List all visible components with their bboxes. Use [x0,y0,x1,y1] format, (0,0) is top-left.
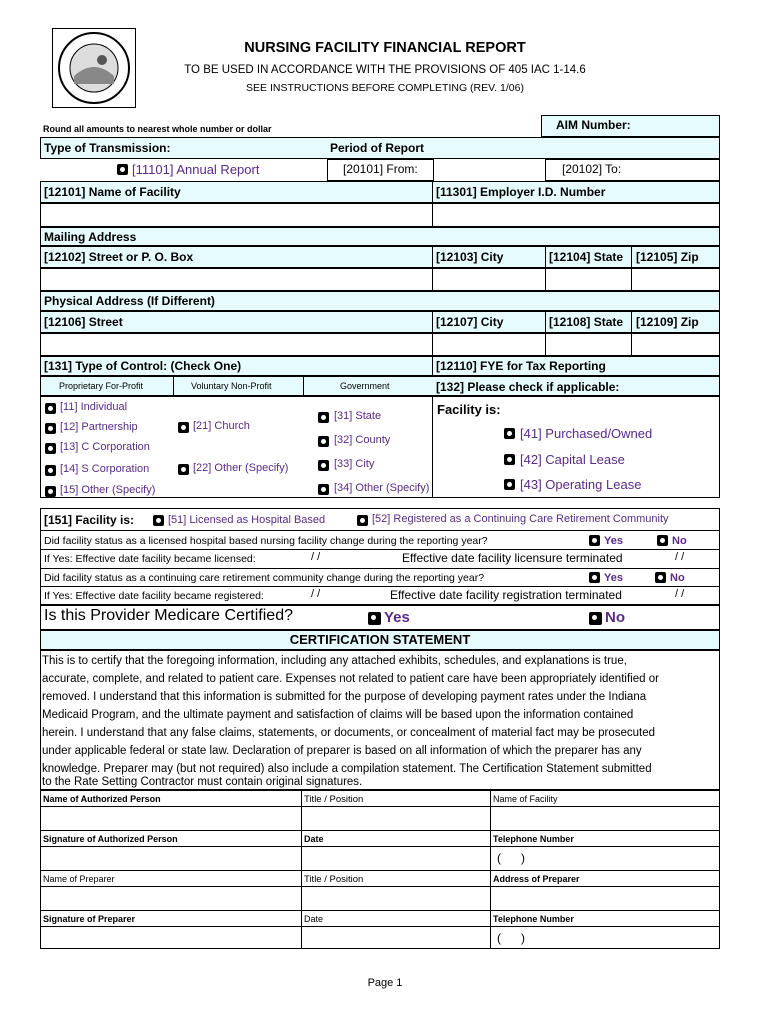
street-input[interactable] [40,268,433,291]
q1-term-date[interactable]: / / [675,551,685,563]
opt14-label: [14] S Corporation [60,463,150,475]
fye-label: [12110] FYE for Tax Reporting [436,359,606,373]
opt51-radio[interactable] [153,515,164,526]
state-label: [12104] State [549,250,624,264]
opt52-label: [52] Registered as a Continuing Care Retirement Community [372,513,669,525]
facility-name-input[interactable] [40,203,433,227]
subtitle: TO BE USED IN ACCORDANCE WITH THE PROVISIONS OF 405 IAC 1-14.6 [184,64,586,76]
opt41-radio[interactable] [504,428,515,439]
telephone-input-2[interactable]: ( ) [497,931,525,945]
opt51-label: [51] Licensed as Hospital Based [168,514,326,526]
zip-label: [12105] Zip [636,250,699,264]
opt52-radio[interactable] [357,515,368,526]
zip-input[interactable] [631,268,720,291]
cert-line-6: under applicable federal or state law. Declaration of preparer is based on all information of which the preparer has any [42,745,642,757]
opt32-radio[interactable] [318,436,329,447]
opt42-label: [42] Capital Lease [520,452,625,467]
ein-label: [11301] Employer I.D. Number [436,185,606,199]
cert-line-5: herein. I understand that any false claims, statements, or documents, or concealment of material fact may be prosecuted [42,727,656,739]
date-label-2: Date [304,914,324,924]
city-input[interactable] [432,268,546,291]
opt31-radio[interactable] [318,412,329,423]
p-state-label: [12108] State [549,315,624,329]
prep-address-input[interactable] [491,887,719,910]
q2-yes-label: Yes [604,572,623,584]
q1-no-radio[interactable] [657,535,668,546]
page-number: Page 1 [367,977,403,989]
col-forprofit: Proprietary For-Profit [59,381,144,391]
from-label: [20101] From: [343,162,418,176]
state-input[interactable] [545,268,632,291]
auth-name-input[interactable] [41,807,301,830]
cert-line-7: knowledge. Preparer may (but not required) also include a compilation statement. The Certification Statement submitted [42,763,652,775]
ein-input[interactable] [432,203,720,227]
rounding-note: Round all amounts to nearest whole number or dollar [43,124,272,134]
col-nonprofit: Voluntary Non-Profit [191,381,272,391]
opt32-label: [32] County [334,434,391,446]
p-state-input[interactable] [545,333,632,356]
date-input-2[interactable] [302,927,490,949]
opt31-label: [31] State [334,410,382,422]
q1-no-label: No [672,535,687,547]
date-input-1[interactable] [302,847,490,870]
p-city-input[interactable] [432,333,546,356]
q1-yes-radio[interactable] [589,535,600,546]
cert-line-3: removed. I understand that this information is submitted for the purpose of developing payment rates under the Indiana [42,691,647,703]
opt42-radio[interactable] [504,454,515,465]
q1-effective-label: If Yes: Effective date facility became licensed: [44,553,256,565]
prep-name-label: Name of Preparer [43,874,115,884]
opt15-label: [15] Other (Specify) [60,484,156,496]
medicare-no-label: No [605,609,625,626]
medicare-yes-radio[interactable] [368,612,381,625]
q1-yes-label: Yes [604,535,623,547]
p-street-label: [12106] Street [44,315,123,329]
facility-is-heading: Facility is: [437,402,501,417]
aim-label: AIM Number: [556,118,631,132]
medicare-yes-label: Yes [384,609,410,626]
status-facility-label: [151] Facility is: [44,513,135,527]
opt43-radio[interactable] [504,479,515,490]
facility-name-sig-input[interactable] [491,807,719,830]
opt12-label: [12] Partnership [60,421,138,433]
cert-line-4: Medicaid Program, and the ultimate payment and satisfaction of claims will be based upon the information contained [42,709,634,721]
title-label-1: Title / Position [304,794,364,805]
auth-name-label: Name of Authorized Person [43,794,161,804]
please-check-label: [132] Please check if applicable: [436,380,620,394]
title-input-2[interactable] [302,887,490,910]
opt21-radio[interactable] [178,422,189,433]
q1-effective-date[interactable]: / / [311,551,321,563]
cert-line-2: accurate, complete, and related to patient care. Expenses not related to patient care have been appropriately identified or [42,673,659,685]
prep-name-input[interactable] [41,887,301,910]
p-zip-input[interactable] [631,333,720,356]
opt34-radio[interactable] [318,484,329,495]
opt11-label: [11] Individual [60,401,128,413]
opt14-radio[interactable] [45,465,56,476]
prep-signature-input[interactable] [41,927,301,949]
p-zip-label: [12109] Zip [636,315,699,329]
opt21-label: [21] Church [193,420,250,432]
facility-name-sig-label: Name of Facility [493,794,558,804]
q2-term-label: Effective date facility registration terminated [390,588,622,602]
opt13-label: [13] C Corporation [60,441,150,453]
mailing-header-row [40,227,720,246]
telephone-label-1: Telephone Number [493,834,574,844]
q2-text: Did facility status as a continuing care retirement community change during the reporting year? [44,572,485,584]
instructions-note: SEE INSTRUCTIONS BEFORE COMPLETING (REV. 1/06) [246,82,524,94]
cert-line-8: to the Rate Setting Contractor must contain original signatures. [42,776,363,788]
q2-term-date[interactable]: / / [675,588,685,600]
telephone-label-2: Telephone Number [493,914,574,924]
opt34-label: [34] Other (Specify) [334,482,430,494]
medicare-no-radio[interactable] [589,612,602,625]
p-street-input[interactable] [40,333,433,356]
title-input-1[interactable] [302,807,490,830]
to-label: [20102] To: [562,162,622,176]
cert-line-1: This is to certify that the foregoing information, including any attached exhibits, schedules, and explanations is true, [42,655,627,667]
auth-sig-label: Signature of Authorized Person [43,834,178,844]
opt41-label: [41] Purchased/Owned [520,426,653,441]
opt12-radio[interactable] [45,423,56,434]
p-city-label: [12107] City [436,315,504,329]
q1-text: Did facility status as a licensed hospital based nursing facility change during the reporting year? [44,535,488,547]
street-label: [12102] Street or P. O. Box [44,250,194,264]
q2-effective-label: If Yes: Effective date facility became registered: [44,590,264,602]
opt33-label: [33] City [334,458,375,470]
medicare-question: Is this Provider Medicare Certified? [44,607,293,624]
col-government: Government [340,381,390,391]
transmission-label: Type of Transmission: [44,141,171,155]
q2-no-label: No [670,572,685,584]
prep-address-label: Address of Preparer [493,874,580,884]
auth-signature-input[interactable] [41,847,301,870]
facility-name-label: [12101] Name of Facility [44,185,181,199]
opt11-radio[interactable] [45,403,56,414]
title-label-2: Title / Position [304,874,364,885]
annual-report-label: [11101] Annual Report [132,162,260,177]
opt43-label: [43] Operating Lease [520,477,642,492]
q2-effective-date[interactable]: / / [311,588,321,600]
mailing-label: Mailing Address [44,230,137,244]
opt22-label: [22] Other (Specify) [193,462,289,474]
prep-sig-label: Signature of Preparer [43,914,136,924]
q1-term-label: Effective date facility licensure terminated [402,551,623,565]
date-label-1: Date [304,834,324,844]
opt22-radio[interactable] [178,464,189,475]
period-label: Period of Report [330,141,425,155]
page-title: NURSING FACILITY FINANCIAL REPORT [244,40,526,56]
opt13-radio[interactable] [45,443,56,454]
annual-report-radio[interactable] [117,164,128,175]
telephone-input-1[interactable]: ( ) [497,851,525,865]
cert-heading: CERTIFICATION STATEMENT [289,632,471,647]
q2-yes-radio[interactable] [589,572,600,583]
city-label: [12103] City [436,250,504,264]
opt33-radio[interactable] [318,460,329,471]
q2-no-radio[interactable] [655,572,666,583]
control-type-label: [131] Type of Control: (Check One) [44,359,242,373]
opt15-radio[interactable] [45,486,56,497]
physical-label: Physical Address (If Different) [44,294,215,308]
